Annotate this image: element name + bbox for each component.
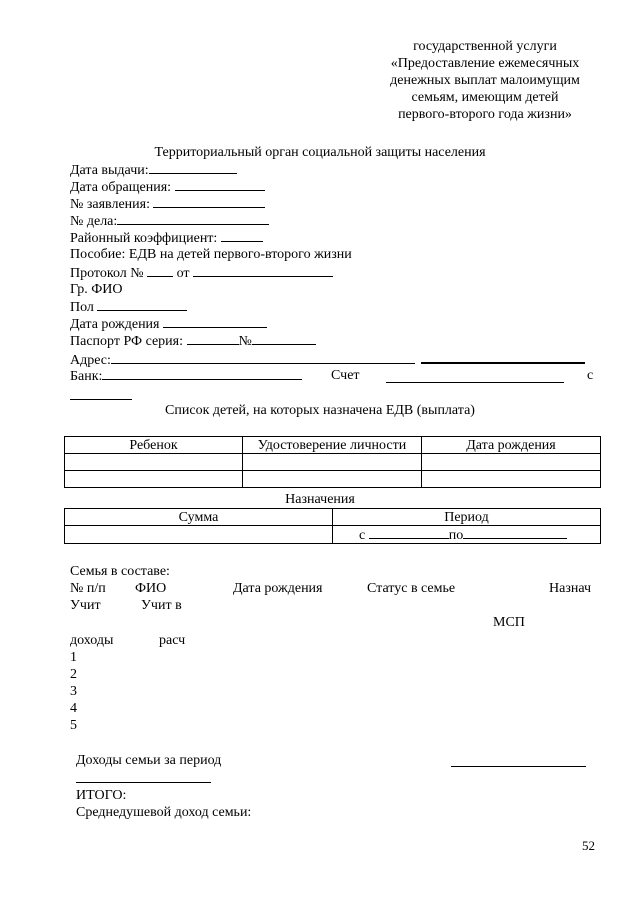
sex-field — [70, 298, 187, 316]
protocol-date-blank[interactable] — [193, 264, 333, 277]
issue-date-label: Дата выдачи: — [70, 163, 149, 178]
table-cell[interactable] — [65, 471, 243, 488]
district-coef-blank[interactable] — [221, 229, 263, 242]
family-col-assign: Назнач — [549, 581, 592, 596]
appeal-date-blank[interactable] — [175, 178, 265, 191]
family-col-income-count: Учит — [70, 598, 101, 613]
col-period: Период — [333, 509, 601, 526]
children-title: Список детей, на которых назначена ЕДВ (выплата) — [165, 403, 475, 418]
sex-label: Пол — [70, 300, 94, 315]
appeal-date-label: Дата обращения: — [70, 180, 172, 195]
header-line-1: государственной услуги — [413, 39, 557, 54]
account-from-blank[interactable] — [70, 387, 132, 400]
table-row — [65, 526, 601, 544]
period-to-label: по — [448, 528, 464, 543]
passport-no-blank[interactable] — [252, 332, 316, 345]
header-line-3: денежных выплат малоимущим — [390, 73, 580, 88]
table-cell[interactable] — [243, 471, 422, 488]
income-period-label: Доходы семьи за период — [76, 753, 222, 768]
family-row-number: 1 — [70, 650, 77, 665]
address-blank-1[interactable] — [111, 351, 415, 364]
birth-date-blank[interactable] — [163, 315, 267, 328]
period-from-label: с — [359, 528, 366, 543]
children-table-header — [65, 437, 601, 454]
col-id-document: Удостоверение личности — [243, 437, 422, 454]
assignments-table-header — [65, 509, 601, 526]
account-label: Счет — [331, 368, 360, 383]
benefit-field: Пособие: ЕДВ на детей первого-второго жизни — [70, 247, 352, 262]
application-no-field — [70, 195, 265, 213]
amount-cell[interactable] — [65, 526, 333, 544]
header-line-2: «Предоставление ежемесячных — [390, 56, 580, 71]
income-period-blank[interactable] — [451, 754, 586, 767]
table-cell[interactable] — [243, 454, 422, 471]
total-label: ИТОГО: — [76, 788, 127, 803]
family-col-count-in: Учит в — [141, 598, 182, 613]
family-title: Семья в составе: — [70, 564, 170, 579]
col-child: Ребенок — [65, 437, 243, 454]
family-col-income: доходы — [70, 633, 114, 648]
avg-income-label: Среднедушевой доход семьи: — [76, 805, 252, 820]
case-no-label: № дела: — [70, 214, 118, 229]
table-row — [65, 454, 601, 471]
org-title: Территориальный орган социальной защиты населения — [154, 145, 486, 160]
period-cell[interactable] — [333, 526, 601, 544]
family-row-number: 5 — [70, 718, 77, 733]
service-header — [370, 38, 600, 123]
application-no-blank[interactable] — [153, 195, 265, 208]
family-row-number: 3 — [70, 684, 77, 699]
passport-field — [70, 332, 316, 350]
bank-label: Банк: — [70, 369, 103, 384]
protocol-from-label: от — [176, 266, 190, 281]
citizen-name-field: Гр. ФИО — [70, 282, 123, 297]
col-birth-date: Дата рождения — [422, 437, 601, 454]
table-row — [65, 471, 601, 488]
assignments-table — [64, 508, 601, 544]
family-col-msp: МСП — [493, 615, 525, 630]
protocol-no-blank[interactable] — [147, 264, 173, 277]
bank-field — [70, 367, 302, 385]
col-amount: Сумма — [65, 509, 333, 526]
case-no-field — [70, 212, 269, 230]
account-from-label: с — [587, 368, 594, 383]
children-table — [64, 436, 601, 488]
bank-blank[interactable] — [102, 367, 302, 380]
district-coef-field — [70, 229, 263, 247]
family-col-birth: Дата рождения — [233, 581, 323, 596]
address-label: Адрес: — [70, 353, 111, 368]
account-blank[interactable] — [386, 370, 564, 383]
issue-date-field — [70, 161, 237, 179]
header-line-5: первого-второго года жизни» — [398, 107, 572, 122]
period-to-blank[interactable] — [463, 526, 567, 539]
passport-series-blank[interactable] — [187, 332, 239, 345]
table-cell[interactable] — [422, 471, 601, 488]
birth-date-field — [70, 315, 267, 333]
period-from-blank[interactable] — [369, 526, 449, 539]
table-cell[interactable] — [65, 454, 243, 471]
page-number: 52 — [582, 838, 595, 853]
protocol-field — [70, 264, 333, 282]
appeal-date-field — [70, 178, 265, 196]
family-col-calc: расч — [159, 633, 186, 648]
birth-date-label: Дата рождения — [70, 317, 160, 332]
family-col-name: ФИО — [135, 581, 167, 596]
table-cell[interactable] — [422, 454, 601, 471]
family-row-number: 2 — [70, 667, 77, 682]
header-line-4: семьям, имеющим детей — [411, 90, 559, 105]
family-row-number: 4 — [70, 701, 77, 716]
address-blank-2[interactable] — [421, 350, 585, 364]
assignments-title: Назначения — [285, 492, 355, 507]
income-period-blank-2[interactable] — [76, 770, 211, 783]
case-no-blank[interactable] — [117, 212, 269, 225]
passport-no-label: № — [238, 334, 252, 349]
family-col-no: № п/п — [70, 581, 106, 596]
passport-series-label: Паспорт РФ серия: — [70, 334, 183, 349]
family-col-status: Статус в семье — [367, 581, 456, 596]
issue-date-blank[interactable] — [149, 161, 237, 174]
application-no-label: № заявления: — [70, 197, 150, 212]
protocol-label: Протокол № — [70, 266, 144, 281]
sex-blank[interactable] — [97, 298, 187, 311]
district-coef-label: Районный коэффициент: — [70, 231, 218, 246]
